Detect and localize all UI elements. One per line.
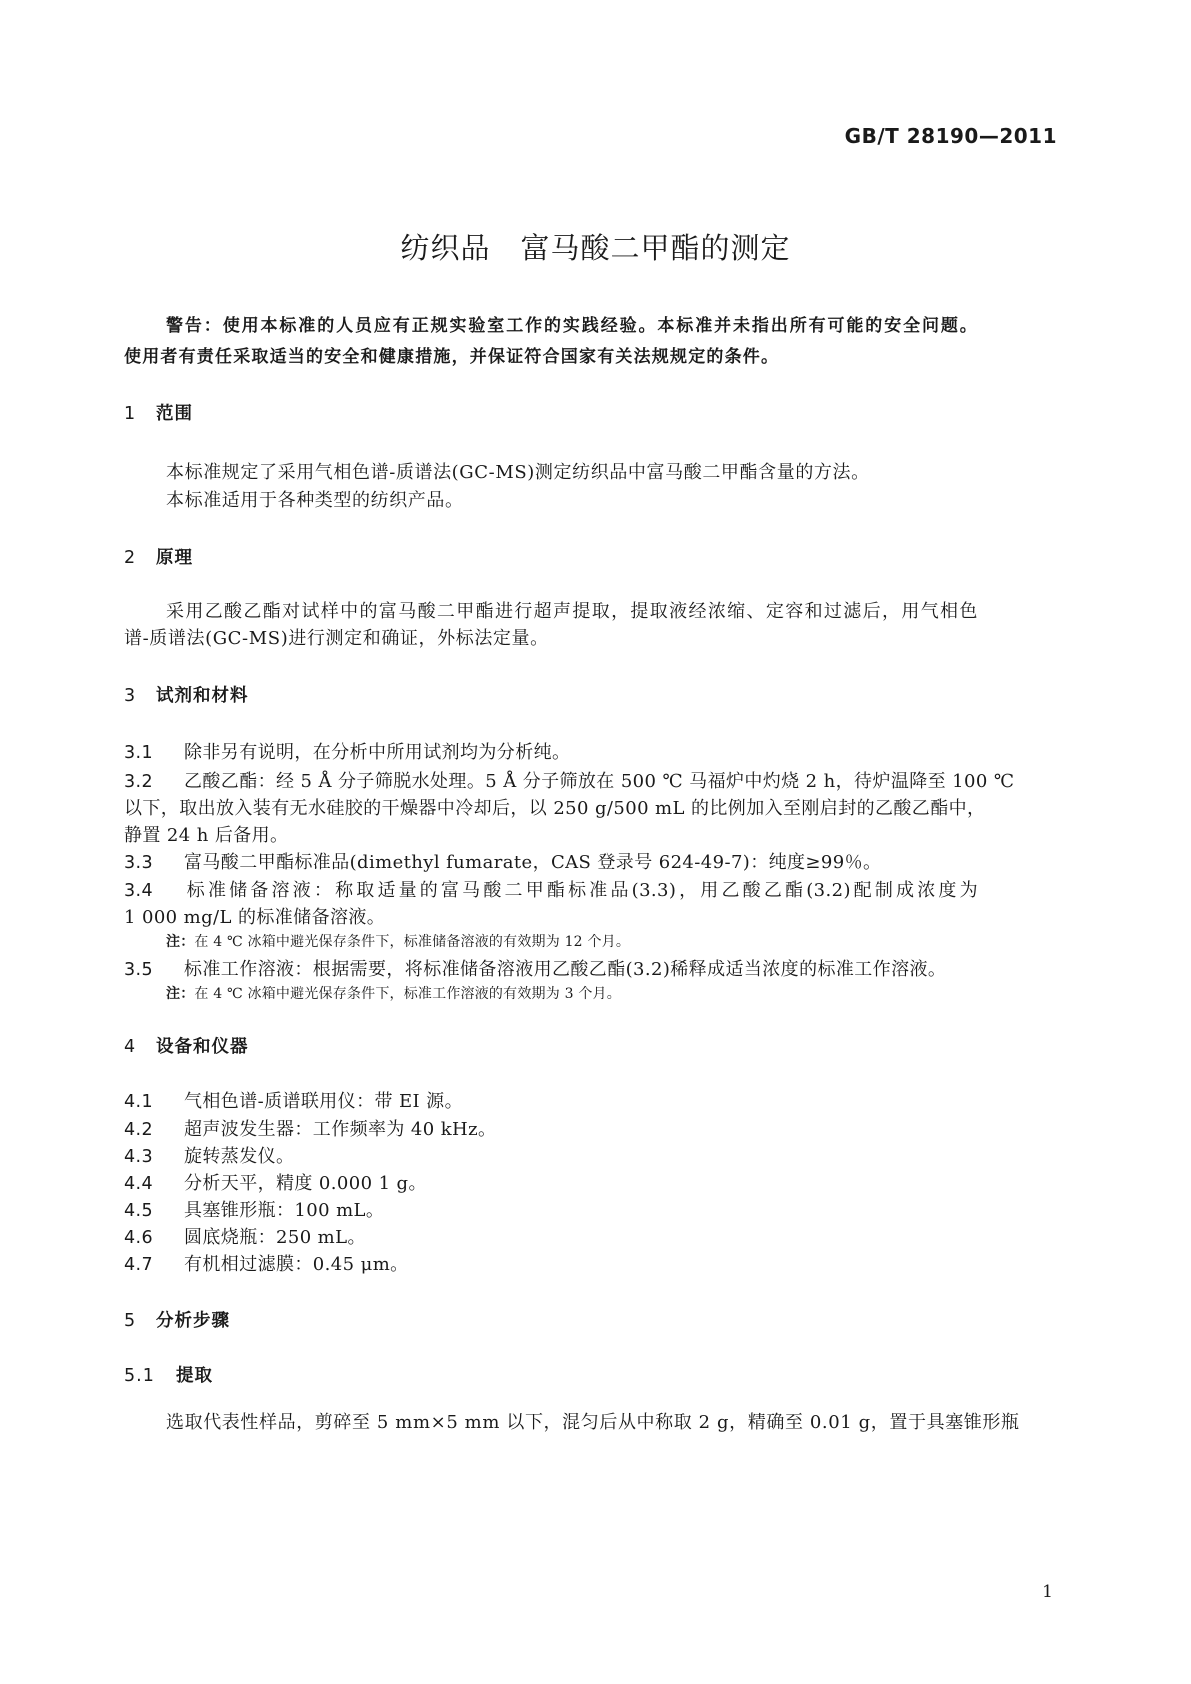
section-1-paragraph-1: 本标准规定了采用气相色谱-质谱法(GC-MS)测定纺织品中富马酸二甲酯含量的方法。 <box>166 462 870 483</box>
section-number: 1 <box>124 404 137 424</box>
section-title: 分析步骤 <box>156 1311 230 1331</box>
section-number: 5 <box>124 1311 137 1331</box>
section-2-paragraph-line-2: 谱-质谱法(GC-MS)进行测定和确证，外标法定量。 <box>124 628 549 649</box>
item-text: 标准工作溶液：根据需要，将标准储备溶液用乙酸乙酯(3.2)稀释成适当浓度的标准工作溶液。 <box>184 959 947 980</box>
item-number: 4.7 <box>124 1255 154 1275</box>
list-item-4-1 <box>124 1087 463 1113</box>
item-text: 有机相过滤膜：0.45 μm。 <box>184 1254 409 1275</box>
note-label: 注： <box>166 934 195 950</box>
item-number: 4.2 <box>124 1120 154 1140</box>
item-3-1 <box>124 738 570 764</box>
item-text: 具塞锥形瓶：100 mL。 <box>184 1200 385 1221</box>
item-number: 4.6 <box>124 1228 154 1248</box>
section-title: 设备和仪器 <box>156 1037 249 1057</box>
subsection-title: 提取 <box>176 1366 213 1386</box>
section-3-heading <box>124 682 249 707</box>
item-3-2-line-1 <box>124 767 1015 793</box>
list-item-4-7 <box>124 1250 409 1276</box>
section-2-paragraph-line-1: 采用乙酸乙酯对试样中的富马酸二甲酯进行超声提取，提取液经浓缩、定容和过滤后，用气相色 <box>166 601 978 622</box>
section-2-heading <box>124 544 193 569</box>
item-3-5-note <box>166 983 621 1003</box>
item-number: 4.1 <box>124 1092 154 1112</box>
section-number: 4 <box>124 1037 137 1057</box>
section-title: 试剂和材料 <box>156 686 249 706</box>
item-3-2-line-3: 静置 24 h 后备用。 <box>124 825 289 846</box>
item-number: 3.4 <box>124 881 154 901</box>
list-item-4-6 <box>124 1223 366 1249</box>
item-number: 4.5 <box>124 1201 154 1221</box>
section-5-heading <box>124 1307 230 1332</box>
warning-line-1: 警告：使用本标准的人员应有正规实验室工作的实践经验。本标准并未指出所有可能的安全问题。 <box>166 316 978 336</box>
item-3-4-note <box>166 931 630 951</box>
section-4-heading <box>124 1033 249 1058</box>
section-1-heading <box>124 400 193 425</box>
page-number: 1 <box>1042 1582 1053 1602</box>
warning-line-2: 使用者有责任采取适当的安全和健康措施，并保证符合国家有关法规规定的条件。 <box>124 347 780 367</box>
section-number: 3 <box>124 686 137 706</box>
item-3-4-line-1 <box>124 876 978 902</box>
item-text: 超声波发生器：工作频率为 40 kHz。 <box>184 1119 497 1140</box>
section-5-1-paragraph: 选取代表性样品，剪碎至 5 mm×5 mm 以下，混匀后从中称取 2 g，精确至 0.01 g，置于具塞锥形瓶 <box>166 1412 1020 1433</box>
subsection-number: 5.1 <box>124 1366 155 1386</box>
item-number: 3.5 <box>124 960 154 980</box>
item-3-2-line-2: 以下，取出放入装有无水硅胶的干燥器中冷却后，以 250 g/500 mL 的比例加入至刚启封的乙酸乙酯中， <box>124 798 986 819</box>
note-label: 注： <box>166 986 195 1002</box>
item-text: 圆底烧瓶：250 mL。 <box>184 1227 366 1248</box>
section-1-paragraph-2: 本标准适用于各种类型的纺织产品。 <box>166 490 464 511</box>
section-title: 范围 <box>156 404 193 424</box>
section-title: 原理 <box>156 548 193 568</box>
list-item-4-3 <box>124 1142 294 1168</box>
item-text: 分析天平，精度 0.000 1 g。 <box>184 1173 427 1194</box>
item-text: 气相色谱-质谱联用仪：带 EI 源。 <box>184 1091 463 1112</box>
subsection-5-1-heading <box>124 1362 213 1387</box>
list-item-4-4 <box>124 1169 427 1195</box>
note-text: 在 4 ℃ 冰箱中避光保存条件下，标准工作溶液的有效期为 3 个月。 <box>194 986 621 1002</box>
list-item-4-5 <box>124 1196 384 1222</box>
item-text: 富马酸二甲酯标准品(dimethyl fumarate，CAS 登录号 624-49-7)：纯度≥99％。 <box>184 852 882 873</box>
item-number: 4.4 <box>124 1174 154 1194</box>
item-text: 除非另有说明，在分析中所用试剂均为分析纯。 <box>184 742 571 763</box>
item-3-3 <box>124 848 881 874</box>
item-text: 乙酸乙酯：经 5 Å 分子筛脱水处理。5 Å 分子筛放在 500 ℃ 马福炉中灼烧 2 h，待炉温降至 100 ℃ <box>184 771 1015 792</box>
note-text: 在 4 ℃ 冰箱中避光保存条件下，标准储备溶液的有效期为 12 个月。 <box>194 934 631 950</box>
document-title: 纺织品 富马酸二甲酯的测定 <box>400 231 791 265</box>
item-number: 3.2 <box>124 772 154 792</box>
item-text: 旋转蒸发仪。 <box>184 1146 295 1167</box>
standard-number: GB/T 28190—2011 <box>844 124 1057 148</box>
item-3-4-line-2: 1 000 mg/L 的标准储备溶液。 <box>124 907 386 928</box>
section-number: 2 <box>124 548 137 568</box>
item-3-5 <box>124 955 946 981</box>
list-item-4-2 <box>124 1115 496 1141</box>
item-number: 3.1 <box>124 743 154 763</box>
item-number: 4.3 <box>124 1147 154 1167</box>
item-number: 3.3 <box>124 853 154 873</box>
item-text: 标准储备溶液：称取适量的富马酸二甲酯标准品(3.3)，用乙酸乙酯(3.2)配制成浓度为 <box>184 880 978 901</box>
